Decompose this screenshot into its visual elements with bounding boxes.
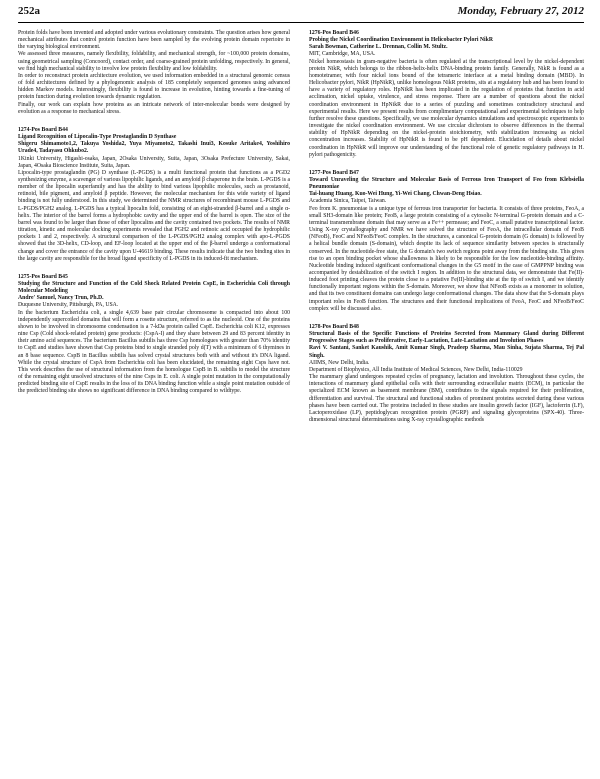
- abstract-title: Toward Unraveling the Structure and Molecular Basis of Ferrous Iron Transport of Feo from Klebsiella Pneumoniae: [309, 176, 584, 191]
- intro-paragraph: Finally, our work can explain how proteins as an intricate network of inter-molecular bonds were designed by evolution as a response to mechanical stress.: [18, 101, 290, 115]
- page-header: [18, 5, 584, 21]
- abstract-1274: [18, 127, 290, 263]
- abstract-1275: [18, 274, 290, 396]
- abstract-affiliation: Academia Sinica, Taipei, Taiwan.: [309, 198, 387, 205]
- abstract-authors: Sarah Bowman, Catherine L. Drennan, Collin M. Stultz.: [309, 44, 448, 51]
- abstract-1278: [309, 324, 584, 424]
- abstract-number: 1275-Pos Board B45: [18, 273, 68, 280]
- intro-text: [18, 30, 290, 116]
- right-column: [309, 30, 584, 430]
- abstract-number: 1277-Pos Board B47: [309, 169, 359, 176]
- abstract-title: Studying the Structure and Function of the Cold Shock Related Protein CspE, in Escherichia Coli through Molecular Modeling: [18, 281, 290, 295]
- abstract-number: 1278-Pos Board B48: [309, 323, 359, 330]
- abstract-affiliation: AIIMS, New Delhi, India.: [309, 359, 370, 366]
- abstract-number: 1276-Pos Board B46: [309, 30, 359, 36]
- page-number: 252a: [18, 5, 40, 17]
- abstract-title: Ligand Recognition of Lipocalin-Type Prostaglandin D Synthase: [18, 134, 177, 141]
- issue-date: Monday, February 27, 2012: [457, 5, 584, 17]
- abstract-affiliation-detail: Department of Biophysics, All India Institute of Medical Sciences, New Delhi, India-110029: [309, 366, 523, 373]
- abstract-affiliation: Duquesne University, Pittsburgh, PA, USA.: [18, 302, 119, 309]
- abstract-authors: Shigeru Shimamoto1,2, Takuya Yoshida2, Yuya Miyamoto2, Takashi Inui3, Kosuke Aritake4, Yoshihiro Urade4, Tadayasu Ohkubo2.: [18, 141, 290, 155]
- abstract-authors: Andre' Samuel, Nancy Trun, Ph.D.: [18, 295, 104, 302]
- abstract-body: Lipocalin-type prostaglandin (PG) D synthase (L-PGDS) is a multi functional protein that functions as a PGD2 synthesizing enzyme, a scavenger of various lipophilic ligands, and an amyloid β chaperone in the brain. L-PGDS is a member of the lipocalin superfamily and has the ability to bind various lipophilic molecules, such as prostanoid, retinoid, bile pigment, and amyloid β peptide. However, the molecular mechanism for this wide variety of ligand binding is not fully understood. In this study, we determined the NMR structures of recombinant mouse L-PGDS and L-PGDS/PGH2 analog. L-PGDS has a typical lipocalin fold, consisting of an eight-stranded β-barrel and a single α-helix. The interior of the barrel forms a hydrophobic cavity and the upper end of the barrel is open. The size of the barrel was found to be larger than those of other lipocalins and the cavity contained two pockets. The results of NMR titration, kinetic and molecular docking experiments revealed that PGH2 and retinoic acid occupied the hydrophilic pockets 1 and 2, respectively. A structural comparison of the L-PGDS/PGH2 analog complex with apo-L-PGDS showed that the 3D-helix, CD-loop, and EF-loop located at the upper end of the β-barrel undergo a conformational change and cover the entrance of the cavity upon U-46619 binding. These results indicate that the two binding sites in the large cavity are responsible for the broad ligand specificity of L-PGDS in its induced-fit mechanism.: [18, 169, 290, 262]
- abstract-authors: Ravi V. Santani, Sanket Kaushik, Amit Kumar Singh, Pradeep Sharma, Mau Sinha, Sujata Sharma, Tej Pal Singh.: [309, 345, 584, 359]
- left-column: [18, 30, 290, 402]
- abstract-affiliation: 1Kinki University, Higashi-osaka, Japan, 2Osaka University, Suita, Japan, 3Osaka Prefecture University, Sakai, Japan, 4Osaka Bioscience Institute, Suita, Japan.: [18, 155, 290, 169]
- abstract-1277: [309, 170, 584, 313]
- abstract-body: Feo from K. pneumoniae is a unique type of ferrous iron transporter for bacteria. It consists of three proteins, FeoA, a small SH3-domain like protein; FeoB, a large protein consisting of a cytosolic N-terminal G-protein domain and a C-terminal transmembrane domain that may serve as a Fe++ permease; and FeoC, a small putative transcriptional factor. Using X-ray crystallography and NMR we have solved the structure of FeoA, the intracellular domain of FeoB (NFeoB), FeoC and NFeoB/FeoC complex. In the structures, a canonical G-protein domain (G domain) is followed by a helical bundle domain (S-domain), which despite its lack of sequence similarity between species is structurally conserved. In the nucleotide-free state, the G domain's two switch regions point away from the binding site. This gives rise to an open binding pocket whose shallowness is likely to be responsible for the low nucleotide-binding affinity. Nucleotide binding induced significant conformational changes in the G5 motif in the case of GMPPNP binding was accompanied by destabilization of the switch I region. In addition to the structural data, we demonstrate that Fe(II)-induced foot printing cleaves the protein close to a putative Fe(II)-binding site at the tip of switch I, and we identify functionally important regions within the S-domain. Moreover, we show that NFeoB exists as a monomer in solution, and that its two constituent domains can undergo large conformational changes. The data show that the S-domain plays important roles in FeoB function. The structures and their functional implications of FeoA, FeoC and NFeoB/FeoC complex will be discussed also.: [309, 205, 584, 312]
- abstract-title: Structural Basis of the Specific Functions of Proteins Secreted from Mammary Gland during Different Progressive Stages such as Proliferative, Early-Lactation, Late-Lactation and Involution Phases: [309, 331, 584, 345]
- abstract-number: 1274-Pos Board B44: [18, 126, 68, 133]
- abstract-title: Probing the Nickel Coordination Environment in Helicobacter Pylori NikR: [309, 37, 493, 44]
- intro-paragraph: Protein folds have been invented and adopted under various evolutionary constraints. The question arises how general mechanical attributes that control protein function have been sampled by the evolving protein domain repertoire in the varying biological environment.: [18, 30, 290, 51]
- abstract-affiliation: MIT, Cambridge, MA, USA.: [309, 51, 376, 58]
- abstract-body: The mammary gland undergoes repeated cycles of pregnancy, lactation and involution. Throughout these cycles, the interactions of mammary gland epithelial cells with their surrounding extracellular matrix (ECM), in particular the specialized ECM known as basement membrane (BM), contributes to the signals required for their proliferation, differentiation and survival. The structural and functional studies of prominent proteins secreted during these various phases have been carried out. The proteins included in these studies are insulin growth factor (IGF), lactoferrin (LF), Lactoperoxidase (LP), peptidoglycan recognition protein (PGRP) and signaling glycoproteins (SPX-40). Three-dimensional structural determinations using X-ray crystallographic methods: [309, 374, 584, 423]
- abstract-body: Nickel homeostasis in gram-negative bacteria is often regulated at the transcriptional level by the nickel-dependent protein NikR, which belongs to the ribbon-helix-helix DNA-binding protein family. Generally, NikR is found as a homotetramer, with four nickel ions bound of the tetrameric interface at a metal binding domain (MBD). In Helicobacter pylori, NikR (HpNikR), unlike homologous NikR proteins, sits at a regulatory hub and has been found to have a variety of regulatory roles. HpNikR has been implicated in the regulation of proteins that function in acid acclimation, nickel uptake, virulence, and stress response. There are a number of questions about the nickel coordination environment in HpNikR due to a series of puzzling and sometimes contradictory structural and experimental results. Here we present results from complimentary computational and experimental techniques to help further resolve these questions. Specifically, we use molecular dynamics simulations and spectroscopic experiments to investigate the nickel coordination environment. We use circular dichroism to observe differences in the thermal stability of HpNikR depending on the nickel-protein stoichiometry, with stabilization increasing as nickel concentration increases. Stability of HpNikR is found to be pH dependent. Elucidation of details about nickel coordination in HpNikR will improve our understanding of the functional role of genetic regulatory pathways in H. pylori pathogenicity.: [309, 58, 584, 158]
- header-rule: [18, 22, 584, 23]
- intro-paragraph: In order to reconstruct protein architecture evolution, we used information embedded in a structural genomic census of fold architectures defined by a phylogenomic analysis of 185 completely sequenced genomes using advanced hidden Markov models. Interestingly, flexibility is found to increase in evolution, hinting towards a fine-tuning of protein function during evolution towards dynamic regulation.: [18, 72, 290, 101]
- abstract-body: In the bacterium Escherichia coli, a single 4,639 base pair circular chromosome is compacted into about 100 independently supercoiled domains that will form a rosette structure, referred to as the nucleoid. One of the proteins shown to be involved in chromosome condensation is a 7-kDa protein called CspE. Escherichia coli K12, expresses nine Csp (Cold shock-related protein) gene products: (CspA-I) and they share between 29 and 83 percent identity in their amino acid sequences. The bacterium Bacillus subtilis has three Csp homologues with greater than 70% identity to CspE and studies have shown that Csp proteins bind to single stranded poly d(T) with a minimum of 6 thymines in an 8 base sequence. CspB in Bacillus subtilis has solved crystal structures both with and without it's DNA ligand. While the crystal structure of CspA from Escherichia coli has been elucidated, the remaining eight Csps have not. This work describes the use of structural information from the homologue CspB in B. subtilis to model the structure of the remaining eight unsolved structures of the nine Csps in E. coli. A single point mutation in the computationally predicted binding site of CspE results in the loss of its DNA binding function while a single point mutation outside of the predicted binding site shows no significant difference in DNA binding compared to wildtype.: [18, 309, 290, 395]
- abstract-1276: [309, 30, 584, 159]
- abstract-authors: Tai-huang Huang, Kuo-Wei Hung, Yi-Wei Chang, Chwan-Deng Hsiao.: [309, 191, 482, 198]
- intro-paragraph: We assessed three measures, namely flexibility, foldability, and mechanical strength, for ~100,000 protein domains, using geometrical sampling (Concoord), contact order, and coarse-grained protein unfolding, respectively. In general, we find high mechanical stability to involve low protein flexibility and low foldability.: [18, 51, 290, 72]
